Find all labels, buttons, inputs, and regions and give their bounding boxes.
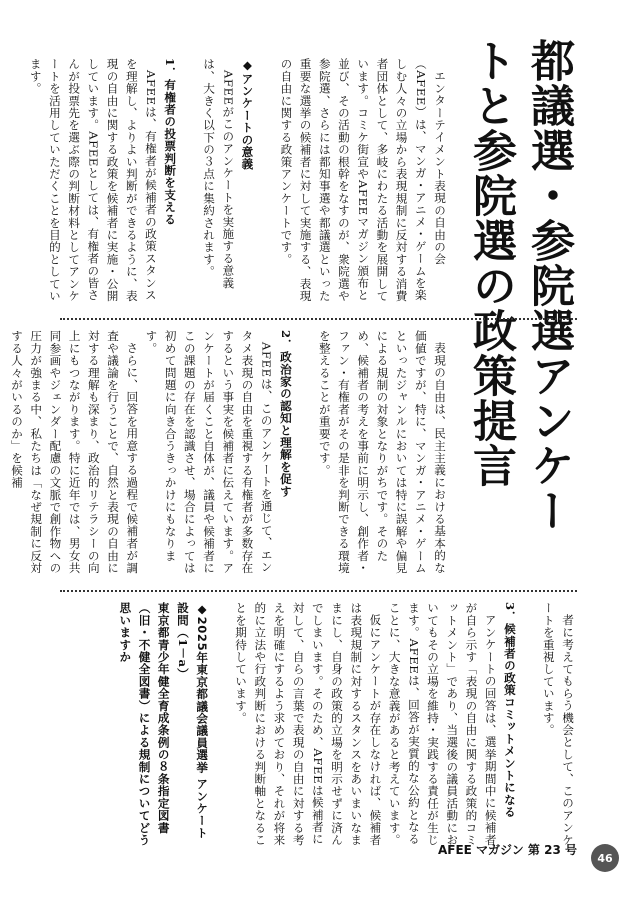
- section2-paragraph: AFEEは、このアンケートを通じて、エンタメ表現の自由を重視する有権者が多数存在するという事実を候補者に伝えています。アンケートが届くこと自体が、議員や候補者にこの課題の存在を認識させ、場合によっては初めて問題に向き合うきっかけにもなります。: [144, 330, 274, 574]
- section2-paragraph-2: さらに、回答を用意する過程で候補者が調査や議論を行うことで、自然と表現の自由に対する理解も深まり、政治的リテラシーの向上にもつながります。特に近年では、男女共同参画やジェンダー配慮の文脈で創作物への圧力が強まる中、私たちは「なぜ規制に反対する人々がいるのか」を候補: [10, 330, 140, 574]
- section3-paragraph: アンケートの回答は、選挙期間中に候補者が自ら示す「表現の自由に関する政策的コミットメント」であり、当選後の議員活動においてもその立場を維持・実践する責任が生じます。AFEEは、回答が実質的な公約となることに、大きな意義があると考えています。: [387, 602, 498, 846]
- section3-paragraph-2: 仮にアンケートが存在しなければ、候補者は表現規制に対するスタンスをあいまいなままにし、自身の政策的立場を明示せずに済んでしまいます。そのため、AFEEは候補者に対して、自らの言葉で表現の自由に対する考えを明確にするよう求めており、それが将来的に立法や行政判断における判断軸となることを期待しています。: [234, 602, 383, 846]
- section3-heading: 3．候補者の政策コミットメントになる: [502, 602, 517, 819]
- purpose-heading: ◆アンケートの意義: [240, 58, 255, 171]
- section2-heading: 2．政治家の認知と理解を促す: [278, 330, 293, 498]
- column-2: [7, 330, 449, 580]
- footer-magazine-label: AFEE マガジン 第 23 号: [438, 843, 577, 857]
- section1-paragraph: AFEEは、有権者が候補者の政策スタンスを理解し、よりよい判断ができるように、表現の自由に関する政策を候補者に実施・公開しています。AFEEとしては、有権者の皆さんが投票先を選ぶ際の判断材料としてアンケートを活用していただくことを目的としています。: [28, 58, 158, 302]
- column2-paragraph-1: 表現の自由は、民主主義における基本的な価値ですが、特に、マンガ・アニメ・ゲームといったジャンルにおいては特に誤解や偏見による規制の対象となりがちです。そのため、候補者の考えを事前に明示し、創作者・ファン・有権者がその是非を判断できる環境を整えることが重要です。: [317, 330, 447, 574]
- column-3: [115, 602, 577, 852]
- purpose-intro-paragraph: AFEEがこのアンケートを実施する意義は、大きく以下の３点に集約されます。: [202, 58, 236, 289]
- column-divider-1: [60, 318, 577, 320]
- column-1: [26, 58, 449, 308]
- page-title: 都議選・参院選アンケートと参院選の政策提言: [465, 38, 574, 533]
- tokyo-survey-heading: ◆2025年東京都議会議員選挙 アンケート: [195, 602, 210, 839]
- column-divider-2: [60, 590, 577, 592]
- section1-heading: 1．有権者の投票判断を支える: [163, 58, 178, 226]
- question-label: 設問（1－a）: [175, 602, 190, 680]
- question-text: 東京都青少年健全育成条例の８条指定図書（旧・不健全図書）による規制についてどう思いますか: [118, 602, 171, 846]
- intro-paragraph: エンターテイメント表現の自由の会（AFEE）は、マンガ・アニメ・ゲームを楽しむ人々の立場から表現規制に反対する消費者団体として、多岐にわたる活動を展開しています。コミケ街宣やAFEEマガジン頒布と並び、その活動の根幹をなすのが、衆院選や参院選、さらには都知事選や都議選といった重要な選挙の候補者に対して実施する、表現の自由に関する政策アンケートです。: [279, 58, 447, 302]
- column3-paragraph-1: 者に考えてもらう機会として、このアンケートを重視しています。: [541, 602, 575, 846]
- page-number-badge: 46: [591, 844, 619, 872]
